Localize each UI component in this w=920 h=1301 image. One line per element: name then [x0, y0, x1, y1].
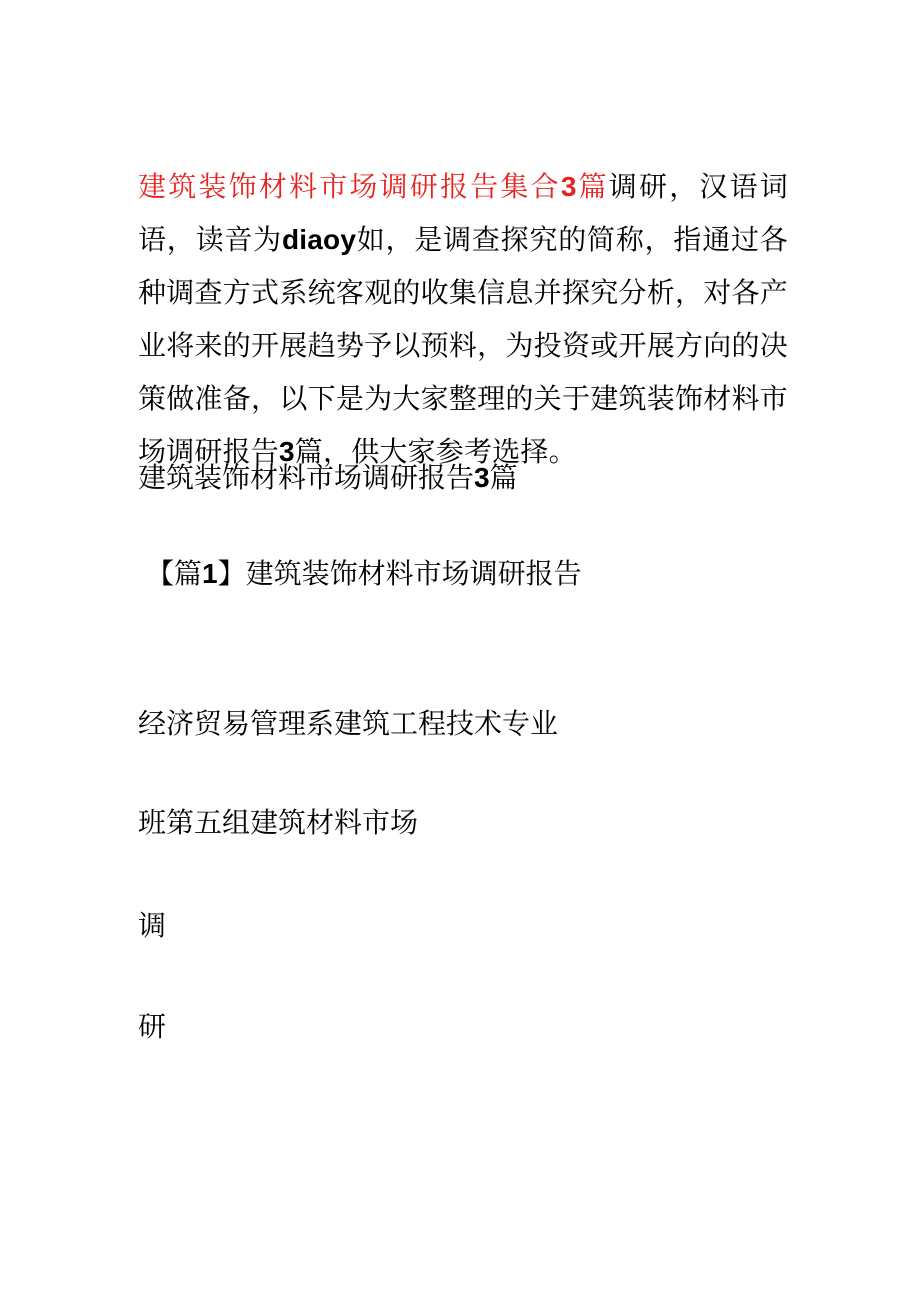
single-char-line-2: 研: [138, 1010, 167, 1043]
section-heading: 【篇1】建筑装饰材料市场调研报告: [146, 557, 582, 590]
pinyin-text: diaoy: [281, 224, 357, 255]
department-line: 经济贸易管理系建筑工程技术专业: [138, 707, 559, 740]
intro-text-1: 调研，汉语词语，读音为: [138, 170, 788, 256]
collection-heading: 建筑装饰材料市场调研报告3篇: [138, 461, 518, 494]
document-title: 建筑装饰材料市场调研报告集合3篇: [138, 170, 609, 203]
intro-paragraph: [138, 160, 788, 478]
intro-number: 3: [279, 436, 295, 467]
intro-text-3: 篇，供大家参考选择。: [294, 435, 577, 468]
single-char-line-1: 调: [138, 909, 167, 942]
intro-text-2: 如，是调查探究的简称，指通过各种调查方式系统客观的收集信息并探究分析，对各产业将来的开展趋势予以预料，为投资或开展方向的决策做准备，以下是为大家整理的关于建筑装饰材料市场调研报告: [138, 223, 788, 468]
group-line: 班第五组建筑材料市场: [138, 806, 419, 839]
